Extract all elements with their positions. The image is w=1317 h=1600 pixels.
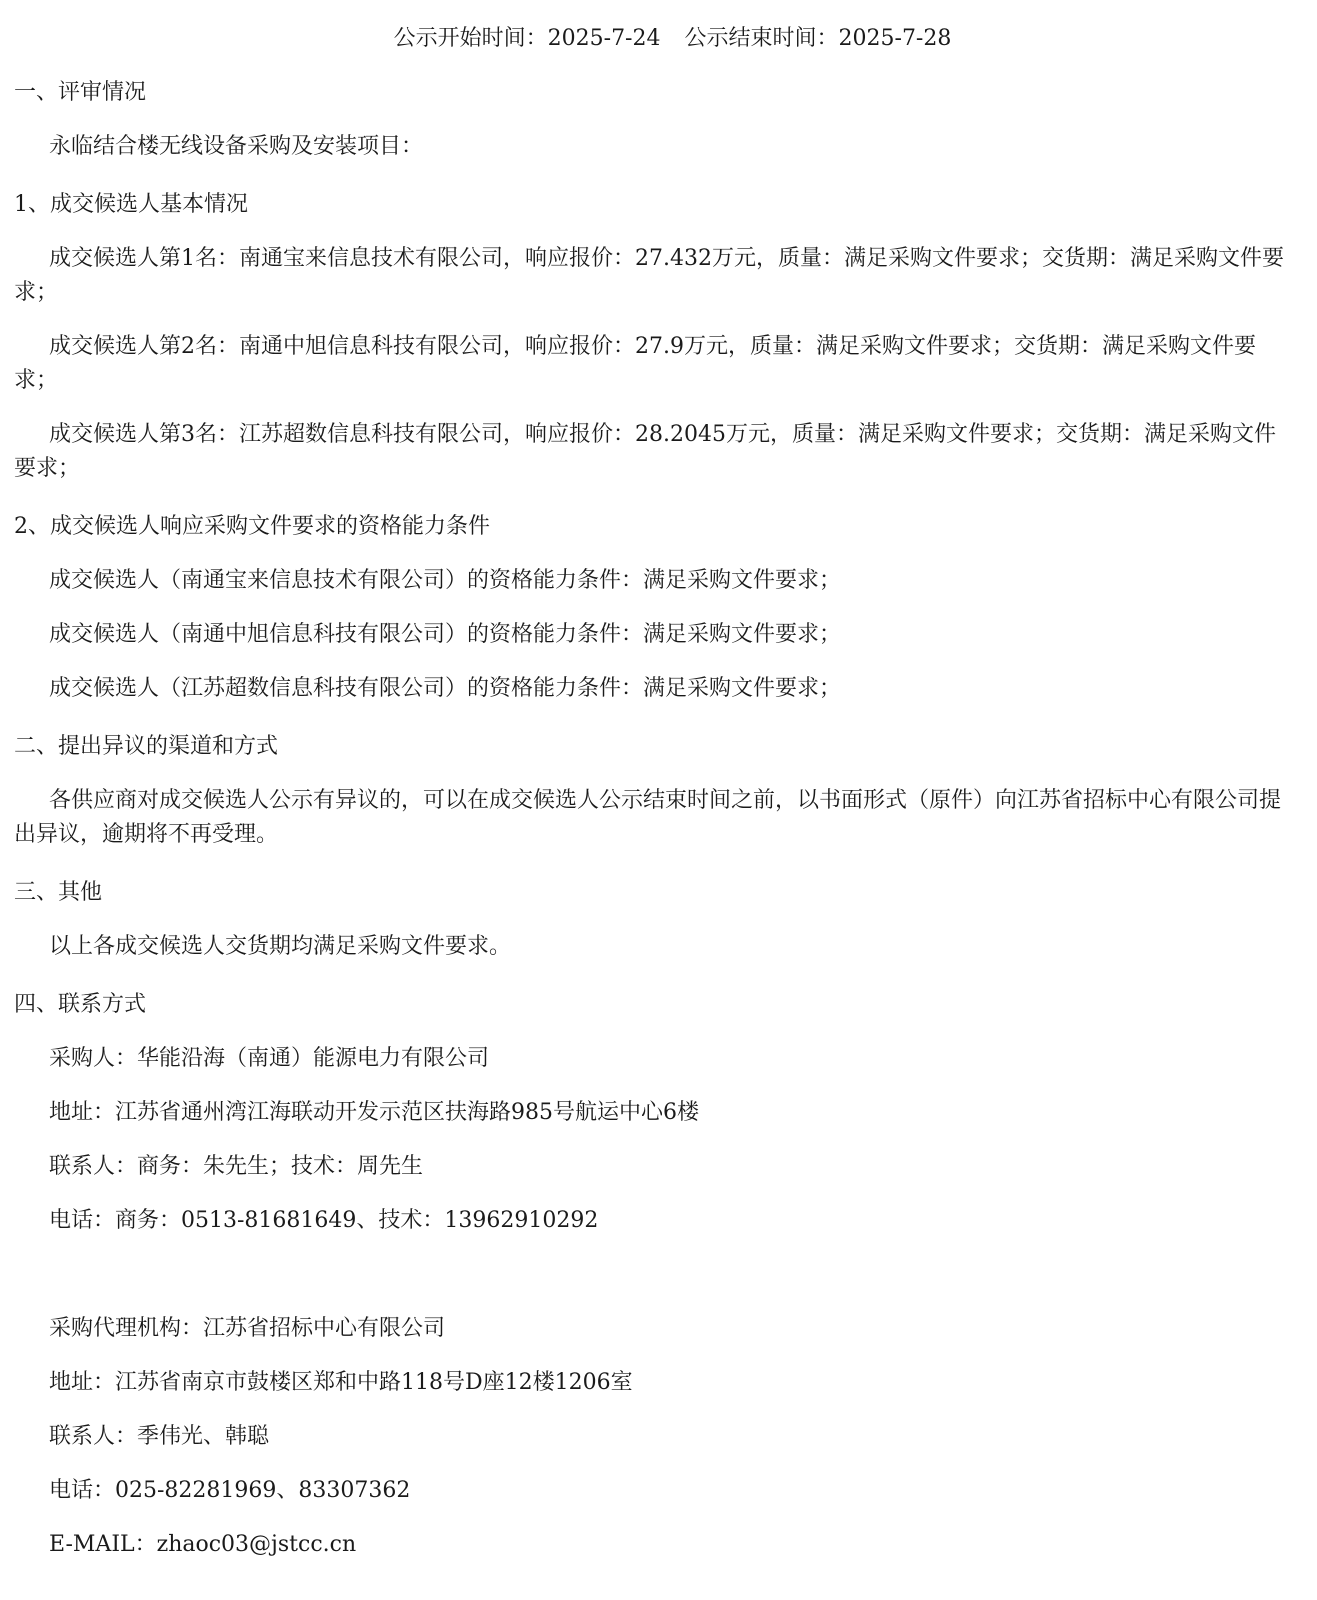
candidate-1: 成交候选人第1名：南通宝来信息技术有限公司，响应报价：27.432万元，质量：满足采购文件要求；交货期：满足采购文件要求； — [14, 246, 1284, 305]
agency-email[interactable]: E-MAIL：zhaoc03@jstcc.cn — [49, 1532, 357, 1557]
other-text: 以上各成交候选人交货期均满足采购文件要求。 — [49, 934, 512, 959]
agency-address: 地址：江苏省南京市鼓楼区郑和中路118号D座12楼1206室 — [49, 1370, 633, 1395]
section-heading-objection: 二、提出异议的渠道和方式 — [14, 734, 279, 759]
section-heading-review: 一、评审情况 — [14, 80, 147, 105]
end-label: 公示结束时间： — [684, 26, 839, 51]
objection-text: 各供应商对成交候选人公示有异议的，可以在成交候选人公示结束时间之前，以书面形式（原件）向江苏省招标中心有限公司提出异议，逾期将不再受理。 — [14, 788, 1282, 847]
subheading-qualifications: 2、成交候选人响应采购文件要求的资格能力条件 — [14, 514, 490, 539]
publicity-period — [14, 24, 1291, 54]
purchaser-phone: 电话：商务：0513-81681649、技术：13962910292 — [49, 1208, 599, 1233]
purchaser-contact: 联系人：商务：朱先生；技术：周先生 — [49, 1154, 424, 1179]
purchaser-name: 采购人：华能沿海（南通）能源电力有限公司 — [49, 1046, 490, 1071]
qualification-2: 成交候选人（南通中旭信息科技有限公司）的资格能力条件：满足采购文件要求； — [49, 622, 842, 647]
section-heading-other: 三、其他 — [14, 880, 103, 905]
project-name: 永临结合楼无线设备采购及安装项目： — [49, 134, 424, 159]
candidate-3: 成交候选人第3名：江苏超数信息科技有限公司，响应报价：28.2045万元，质量：满足采购文件要求；交货期：满足采购文件要求； — [14, 422, 1276, 481]
subheading-candidates: 1、成交候选人基本情况 — [14, 192, 248, 217]
qualification-3: 成交候选人（江苏超数信息科技有限公司）的资格能力条件：满足采购文件要求； — [49, 676, 842, 701]
contact-spacer — [14, 1238, 1291, 1292]
section-heading-contact: 四、联系方式 — [14, 992, 147, 1017]
candidate-2: 成交候选人第2名：南通中旭信息科技有限公司，响应报价：27.9万元，质量：满足采购文件要求；交货期：满足采购文件要求； — [14, 334, 1256, 393]
announcement-document — [0, 24, 1317, 1600]
agency-contact: 联系人：季伟光、韩聪 — [49, 1424, 270, 1449]
agency-name: 采购代理机构：江苏省招标中心有限公司 — [49, 1316, 446, 1341]
agency-phone: 电话：025-82281969、83307362 — [49, 1478, 411, 1503]
qualification-1: 成交候选人（南通宝来信息技术有限公司）的资格能力条件：满足采购文件要求； — [49, 568, 842, 593]
end-date: 2025-7-28 — [838, 26, 952, 51]
start-date: 2025-7-24 — [547, 26, 661, 51]
purchaser-address: 地址：江苏省通州湾江海联动开发示范区扶海路985号航运中心6楼 — [49, 1100, 699, 1125]
start-label: 公示开始时间： — [393, 26, 548, 51]
